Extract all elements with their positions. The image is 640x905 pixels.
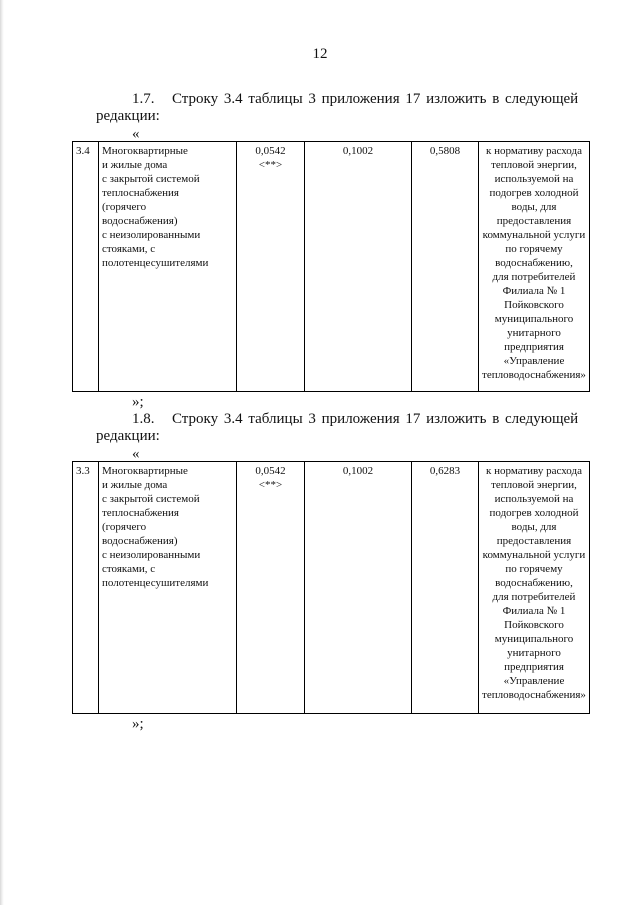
page-number: 12 [312,46,328,62]
open-quote: « [132,446,140,462]
table-row [73,142,590,392]
amendment-table-1-8 [72,461,590,714]
row-code: 3.4 [73,142,99,392]
section-number: 1.8. [132,411,155,427]
section-text-continuation: редакции: [96,428,160,444]
row-note: к нормативу расхода тепловой энергии, используемой на подогрев холодной воды, для предоставления коммунальной услуги по горячему водоснабжению, для потребителей Филиала № 1 Пойковского муниципального унитарного предприятия «Управление тепловодоснабжения» [479,142,590,392]
row-code: 3.3 [73,462,99,714]
amendment-table-1-7 [72,141,590,392]
section-heading-1-8 [132,410,578,428]
row-value-3: 0,6283 [412,462,479,714]
row-name: Многоквартирные и жилые дома с закрытой системой теплоснабжения (горячего водоснабжения) с неизолированными стояками, с полотенцесушителями [99,462,237,714]
scan-edge-shadow [0,0,4,905]
close-quote: »; [132,716,144,732]
row-name: Многоквартирные и жилые дома с закрытой системой теплоснабжения (горячего водоснабжения) с неизолированными стояками, с полотенцесушителями [99,142,237,392]
row-value-2: 0,1002 [305,462,412,714]
row-value-3: 0,5808 [412,142,479,392]
row-value-1: 0,0542 <**> [237,462,305,714]
section-text: Строку 3.4 таблицы 3 приложения 17 изложить в следующей [172,91,579,107]
close-quote: »; [132,394,144,410]
row-value-2: 0,1002 [305,142,412,392]
open-quote: « [132,126,140,142]
section-heading-1-7 [132,90,578,108]
section-text: Строку 3.4 таблицы 3 приложения 17 изложить в следующей [172,411,579,427]
row-value-1: 0,0542 <**> [237,142,305,392]
row-note: к нормативу расхода тепловой энергии, используемой на подогрев холодной воды, для предоставления коммунальной услуги по горячему водоснабжению, для потребителей Филиала № 1 Пойковского муниципального унитарного предприятия «Управление тепловодоснабжения» [479,462,590,714]
table-row [73,462,590,714]
section-number: 1.7. [132,91,155,107]
section-text-continuation: редакции: [96,108,160,124]
